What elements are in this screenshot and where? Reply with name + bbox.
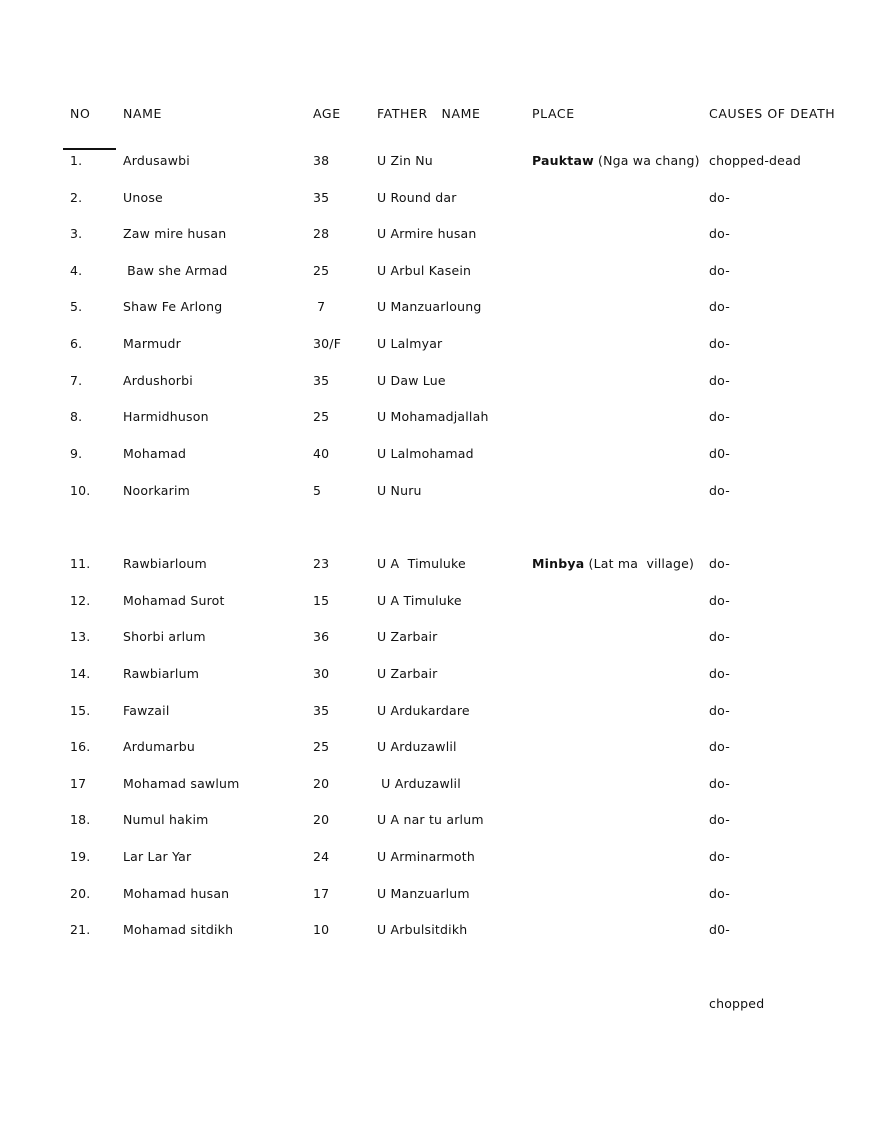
row-place — [532, 153, 700, 169]
row-place-town: Pauktaw — [532, 153, 594, 168]
row-number: 2. — [70, 190, 83, 205]
row-age: 35 — [313, 703, 330, 718]
row-father-name: U Zin Nu — [377, 153, 433, 168]
row-father-name: U Arbul Kasein — [377, 263, 472, 278]
row-age: 20 — [313, 776, 330, 791]
row-age: 23 — [313, 556, 330, 571]
row-age: 25 — [313, 263, 330, 278]
header-father-name: FATHER NAME — [377, 106, 481, 121]
row-cause-of-death: do- — [709, 739, 730, 754]
header-no: NO — [70, 106, 91, 121]
row-father-name: U A nar tu arlum — [377, 812, 484, 827]
row-place-village: (Lat ma village) — [584, 556, 695, 571]
row-number: 6. — [70, 336, 83, 351]
row-number: 15. — [70, 703, 91, 718]
row-place-village: (Nga wa chang) — [593, 153, 700, 168]
row-number: 21. — [70, 922, 91, 937]
row-cause-of-death: d0- — [709, 922, 730, 937]
row-name: Ardusawbi — [123, 153, 190, 168]
row-name: Baw she Armad — [123, 263, 228, 278]
row-age: 38 — [313, 153, 330, 168]
row-cause-of-death: do- — [709, 849, 730, 864]
row-number: 5. — [70, 299, 83, 314]
row-father-name: U Nuru — [377, 483, 422, 498]
row-cause-of-death: do- — [709, 812, 730, 827]
row-name: Ardumarbu — [123, 739, 195, 754]
row-age: 28 — [313, 226, 330, 241]
row-age: 5 — [313, 483, 322, 498]
row-father-name: U Lalmyar — [377, 336, 443, 351]
footer-note: chopped — [709, 996, 765, 1011]
row-father-name: U Lalmohamad — [377, 446, 474, 461]
row-name: Rawbiarlum — [123, 666, 200, 681]
row-cause-of-death: do- — [709, 409, 730, 424]
row-number: 13. — [70, 629, 91, 644]
row-age: 24 — [313, 849, 330, 864]
row-number: 10. — [70, 483, 91, 498]
row-name: Shorbi arlum — [123, 629, 206, 644]
row-father-name: U Daw Lue — [377, 373, 446, 388]
row-father-name: U Manzuarloung — [377, 299, 482, 314]
row-age: 20 — [313, 812, 330, 827]
row-cause-of-death: do- — [709, 593, 730, 608]
row-number: 17 — [70, 776, 87, 791]
row-father-name: U Manzuarlum — [377, 886, 470, 901]
row-father-name: U Mohamadjallah — [377, 409, 489, 424]
row-name: Fawzail — [123, 703, 170, 718]
row-cause-of-death: do- — [709, 226, 730, 241]
row-age: 30/F — [313, 336, 342, 351]
row-number: 11. — [70, 556, 91, 571]
row-number: 12. — [70, 593, 91, 608]
row-cause-of-death: do- — [709, 666, 730, 681]
row-number: 1. — [70, 153, 83, 168]
row-name: Noorkarim — [123, 483, 191, 498]
row-number: 19. — [70, 849, 91, 864]
row-father-name: U Arminarmoth — [377, 849, 475, 864]
row-number: 4. — [70, 263, 83, 278]
row-cause-of-death: do- — [709, 483, 730, 498]
row-father-name: U Armire husan — [377, 226, 477, 241]
row-name: Mohamad sawlum — [123, 776, 240, 791]
row-age: 15 — [313, 593, 330, 608]
row-number: 3. — [70, 226, 83, 241]
header-causes-of-death: CAUSES OF DEATH — [709, 106, 836, 121]
row-father-name: U Round dar — [377, 190, 457, 205]
header-age: AGE — [313, 106, 341, 121]
row-cause-of-death: d0- — [709, 446, 730, 461]
row-place-town: Minbya — [532, 556, 585, 571]
row-name: Zaw mire husan — [123, 226, 227, 241]
row-father-name: U Arbulsitdikh — [377, 922, 468, 937]
row-cause-of-death: do- — [709, 263, 730, 278]
row-name: Lar Lar Yar — [123, 849, 192, 864]
row-name: Mohamad husan — [123, 886, 230, 901]
row-name: Mohamad — [123, 446, 187, 461]
row-age: 40 — [313, 446, 330, 461]
row-name: Marmudr — [123, 336, 181, 351]
row-age: 30 — [313, 666, 330, 681]
row-father-name: U Arduzawlil — [377, 739, 457, 754]
row-age: 25 — [313, 409, 330, 424]
row-number: 9. — [70, 446, 83, 461]
row-father-name: U A Timuluke — [377, 593, 462, 608]
row-father-name: U Zarbair — [377, 666, 438, 681]
row-cause-of-death: chopped-dead — [709, 153, 802, 168]
header-underline — [63, 148, 116, 150]
row-number: 16. — [70, 739, 91, 754]
row-father-name: U Zarbair — [377, 629, 438, 644]
row-cause-of-death: do- — [709, 190, 730, 205]
row-cause-of-death: do- — [709, 629, 730, 644]
row-name: Shaw Fe Arlong — [123, 299, 223, 314]
row-name: Numul hakim — [123, 812, 209, 827]
header-place: PLACE — [532, 106, 575, 121]
row-name: Unose — [123, 190, 163, 205]
row-age: 10 — [313, 922, 330, 937]
row-name: Mohamad sitdikh — [123, 922, 234, 937]
row-cause-of-death: do- — [709, 556, 730, 571]
row-father-name: U Arduzawlil — [377, 776, 461, 791]
row-father-name: U A Timuluke — [377, 556, 466, 571]
row-place — [532, 556, 694, 572]
row-cause-of-death: do- — [709, 336, 730, 351]
header-name: NAME — [123, 106, 162, 121]
row-age: 35 — [313, 373, 330, 388]
row-age: 36 — [313, 629, 330, 644]
row-number: 20. — [70, 886, 91, 901]
row-number: 14. — [70, 666, 91, 681]
row-name: Harmidhuson — [123, 409, 209, 424]
row-age: 7 — [313, 299, 326, 314]
row-age: 35 — [313, 190, 330, 205]
row-name: Mohamad Surot — [123, 593, 225, 608]
row-father-name: U Ardukardare — [377, 703, 470, 718]
row-cause-of-death: do- — [709, 299, 730, 314]
row-name: Ardushorbi — [123, 373, 193, 388]
row-name: Rawbiarloum — [123, 556, 207, 571]
row-age: 17 — [313, 886, 330, 901]
row-age: 25 — [313, 739, 330, 754]
row-cause-of-death: do- — [709, 776, 730, 791]
row-number: 7. — [70, 373, 83, 388]
row-cause-of-death: do- — [709, 703, 730, 718]
row-number: 18. — [70, 812, 91, 827]
row-cause-of-death: do- — [709, 886, 730, 901]
row-cause-of-death: do- — [709, 373, 730, 388]
row-number: 8. — [70, 409, 83, 424]
